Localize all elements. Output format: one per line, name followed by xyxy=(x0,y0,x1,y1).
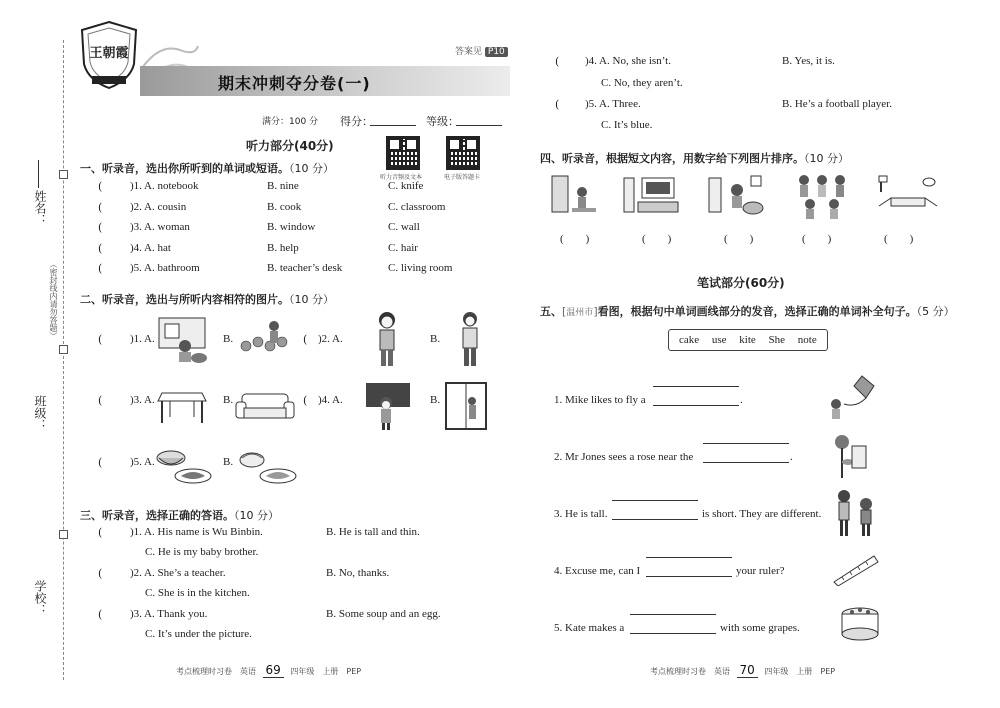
kite-picture xyxy=(822,374,878,426)
option-a: )1. A. notebook xyxy=(130,180,199,192)
option-c: C. knife xyxy=(388,180,424,192)
answer-bracket[interactable]: ( xyxy=(98,242,103,255)
picture-label: )4. A. xyxy=(318,394,343,406)
order-bracket-4[interactable]: ( ) xyxy=(802,233,832,245)
sentence-start: 4. Excuse me, can I xyxy=(554,565,641,577)
answer-bracket[interactable]: ( xyxy=(555,55,560,68)
option-a: )2. A. She’s a teacher. xyxy=(130,567,226,579)
answer-page-badge: P10 xyxy=(485,47,508,57)
binding-mark xyxy=(59,345,68,354)
answer-bracket[interactable]: ( xyxy=(303,394,308,407)
section3-title: 三、听录音，选择正确的答语。（10 分） xyxy=(80,509,279,522)
option-c: C. classroom xyxy=(388,201,446,213)
score-line xyxy=(370,125,416,126)
answer-bracket[interactable]: ( xyxy=(98,201,103,214)
title-banner xyxy=(140,66,510,96)
option-b: B. cook xyxy=(267,201,302,213)
soup-and-fish-picture[interactable] xyxy=(153,446,215,486)
listening-title: 听力部分(40分) xyxy=(246,139,334,153)
option-c: C. hair xyxy=(388,242,418,254)
sequence-picture-1[interactable] xyxy=(550,172,598,218)
option-a: )4. A. No, she isn’t. xyxy=(585,55,671,67)
answer-bracket[interactable]: ( xyxy=(98,526,103,539)
answer-bracket[interactable]: ( xyxy=(98,221,103,234)
option-a: )3. A. Thank you. xyxy=(130,608,208,620)
region-tag: [温州市] xyxy=(562,305,598,318)
option-b: B. window xyxy=(267,221,316,233)
sofa-picture[interactable] xyxy=(234,388,296,424)
option-b: B. He’s a football player. xyxy=(782,98,892,110)
picture-label: )1. A. xyxy=(130,333,155,345)
answer-ref: 答案见 P10 xyxy=(455,44,508,57)
answer-bracket[interactable]: ( xyxy=(98,394,103,407)
answer-bracket[interactable]: ( xyxy=(98,333,103,346)
noodles-and-fish-picture[interactable] xyxy=(236,448,298,488)
sequence-picture-2[interactable] xyxy=(620,172,682,218)
sealed-notice: （密封线内请勿答题） xyxy=(49,260,58,340)
answer-line[interactable] xyxy=(703,462,789,463)
option-c: C. No, they aren’t. xyxy=(601,77,683,89)
answer-bracket[interactable]: ( xyxy=(98,180,103,193)
picture-label: )2. A. xyxy=(318,333,343,345)
sentence-start: 1. Mike likes to fly a xyxy=(554,394,646,406)
sentence-end: your ruler? xyxy=(736,565,785,577)
sequence-picture-5[interactable] xyxy=(877,172,939,218)
answer-line-top xyxy=(703,443,789,444)
answer-bracket[interactable]: ( xyxy=(98,567,103,580)
option-a: )5. A. Three. xyxy=(585,98,641,110)
picture-label: B. xyxy=(430,394,441,406)
answer-line[interactable] xyxy=(653,405,739,406)
answer-line[interactable] xyxy=(630,633,716,634)
answer-line[interactable] xyxy=(612,519,698,520)
score-label: 得分： xyxy=(340,115,373,128)
grade-line xyxy=(456,125,502,126)
picture-label: )3. A. xyxy=(130,394,155,406)
option-b: B. No, thanks. xyxy=(326,567,390,579)
picture-label: B. xyxy=(430,333,441,345)
binding-mark xyxy=(59,530,68,539)
option-a: )1. A. His name is Wu Binbin. xyxy=(130,526,263,538)
option-a: )2. A. cousin xyxy=(130,201,187,213)
sentence-end: . xyxy=(740,394,743,406)
name-label: 姓名： xyxy=(33,190,47,226)
answer-line-top xyxy=(646,557,732,558)
option-c: C. living room xyxy=(388,262,453,274)
option-c: C. She is in the kitchen. xyxy=(145,587,250,599)
name-line xyxy=(38,160,39,188)
logo-badge xyxy=(78,20,140,90)
boy-standing-picture[interactable] xyxy=(456,310,484,372)
answer-bracket[interactable]: ( xyxy=(555,98,560,111)
class-label: 班级： xyxy=(33,395,47,431)
sequence-picture-3[interactable] xyxy=(705,172,767,218)
section1-title: 一、听录音，选出你所听到的单词或短语。（10 分） xyxy=(80,162,334,175)
answer-bracket[interactable]: ( xyxy=(303,333,308,346)
sentence-end: with some grapes. xyxy=(720,622,800,634)
answer-bracket[interactable]: ( xyxy=(98,262,103,275)
school-label: 学校： xyxy=(33,580,47,616)
order-bracket-5[interactable]: ( ) xyxy=(884,233,914,245)
page-title: 期末冲刺夺分卷(一) xyxy=(218,74,371,93)
answer-bracket[interactable]: ( xyxy=(98,608,103,621)
page-number-right: 70 xyxy=(737,663,758,678)
option-a: )4. A. hat xyxy=(130,242,171,254)
option-b: B. Yes, it is. xyxy=(782,55,835,67)
garden-picture[interactable] xyxy=(236,316,296,360)
option-c: C. wall xyxy=(388,221,420,233)
writing-title: 笔试部分(60分) xyxy=(697,276,785,290)
sequence-picture-4[interactable] xyxy=(790,170,854,220)
answer-line-top xyxy=(630,614,716,615)
option-c: C. It’s under the picture. xyxy=(145,628,252,640)
qr-code-audio[interactable] xyxy=(386,136,420,170)
option-b: B. nine xyxy=(267,180,299,192)
qr-code-answer[interactable] xyxy=(446,136,480,170)
binding-dashed-line xyxy=(63,40,64,680)
logo-text: 王朝霞 xyxy=(89,46,129,61)
section2-title: 二、听录音，选出与所听内容相符的图片。（10 分） xyxy=(80,293,334,306)
option-b: B. help xyxy=(267,242,299,254)
girl-at-board-picture[interactable] xyxy=(364,381,414,431)
order-bracket-3[interactable]: ( ) xyxy=(724,233,754,245)
sentence-end: is short. They are different. xyxy=(702,508,822,520)
option-b: B. teacher’s desk xyxy=(267,262,343,274)
sentence-start: 5. Kate makes a xyxy=(554,622,625,634)
binding-mark xyxy=(59,170,68,179)
grade-label: 等级： xyxy=(426,115,459,128)
sentence-end: . xyxy=(790,451,793,463)
option-c: C. He is my baby brother. xyxy=(145,546,259,558)
rose-picture xyxy=(828,432,868,480)
picture-label: )5. A. xyxy=(130,456,155,468)
cake-picture xyxy=(838,604,882,642)
section4-title: 四、听录音，根据短文内容，用数字给下列图片排序。（10 分） xyxy=(540,152,849,165)
sentence-start: 3. He is tall. xyxy=(554,508,608,520)
boy-with-glasses-picture[interactable] xyxy=(372,310,402,372)
option-c: C. It’s blue. xyxy=(601,119,653,131)
picture-label: B. xyxy=(223,333,234,345)
binding-strip xyxy=(0,0,70,708)
table-picture[interactable] xyxy=(156,385,208,425)
footer-left: 考点梳理时习卷 英语 69 四年级 上册 PEP xyxy=(176,663,362,677)
order-bracket-2[interactable]: ( ) xyxy=(642,233,672,245)
footer-right: 考点梳理时习卷 英语 70 四年级 上册 PEP xyxy=(650,663,836,677)
tall-and-short-kids-picture xyxy=(832,488,880,540)
window-picture[interactable] xyxy=(444,381,488,431)
kitchen-picture[interactable] xyxy=(155,314,210,364)
picture-label: B. xyxy=(223,456,234,468)
sentence-start: 2. Mr Jones sees a rose near the xyxy=(554,451,694,463)
answer-bracket[interactable]: ( xyxy=(98,456,103,469)
section5-title: 五、[温州市]看图，根据句中单词画线部分的发音，选择正确的单词补全句子。（5 分） xyxy=(540,305,955,318)
qr2-caption: 电子版答题卡 xyxy=(444,174,481,181)
qr1-caption: 听力音频及文本 xyxy=(380,174,423,181)
ruler-picture xyxy=(832,552,880,586)
word-bank: cake use kite She note xyxy=(668,329,828,351)
page-number-left: 69 xyxy=(263,663,284,678)
option-b: B. Some soup and an egg. xyxy=(326,608,441,620)
order-bracket-1[interactable]: ( ) xyxy=(560,233,590,245)
answer-line[interactable] xyxy=(646,576,732,577)
option-b: B. He is tall and thin. xyxy=(326,526,420,538)
full-score: 满分：100 分 xyxy=(262,117,319,127)
picture-label: B. xyxy=(223,394,234,406)
option-a: )5. A. bathroom xyxy=(130,262,200,274)
option-a: )3. A. woman xyxy=(130,221,190,233)
answer-line-top xyxy=(612,500,698,501)
answer-line-top xyxy=(653,386,739,387)
